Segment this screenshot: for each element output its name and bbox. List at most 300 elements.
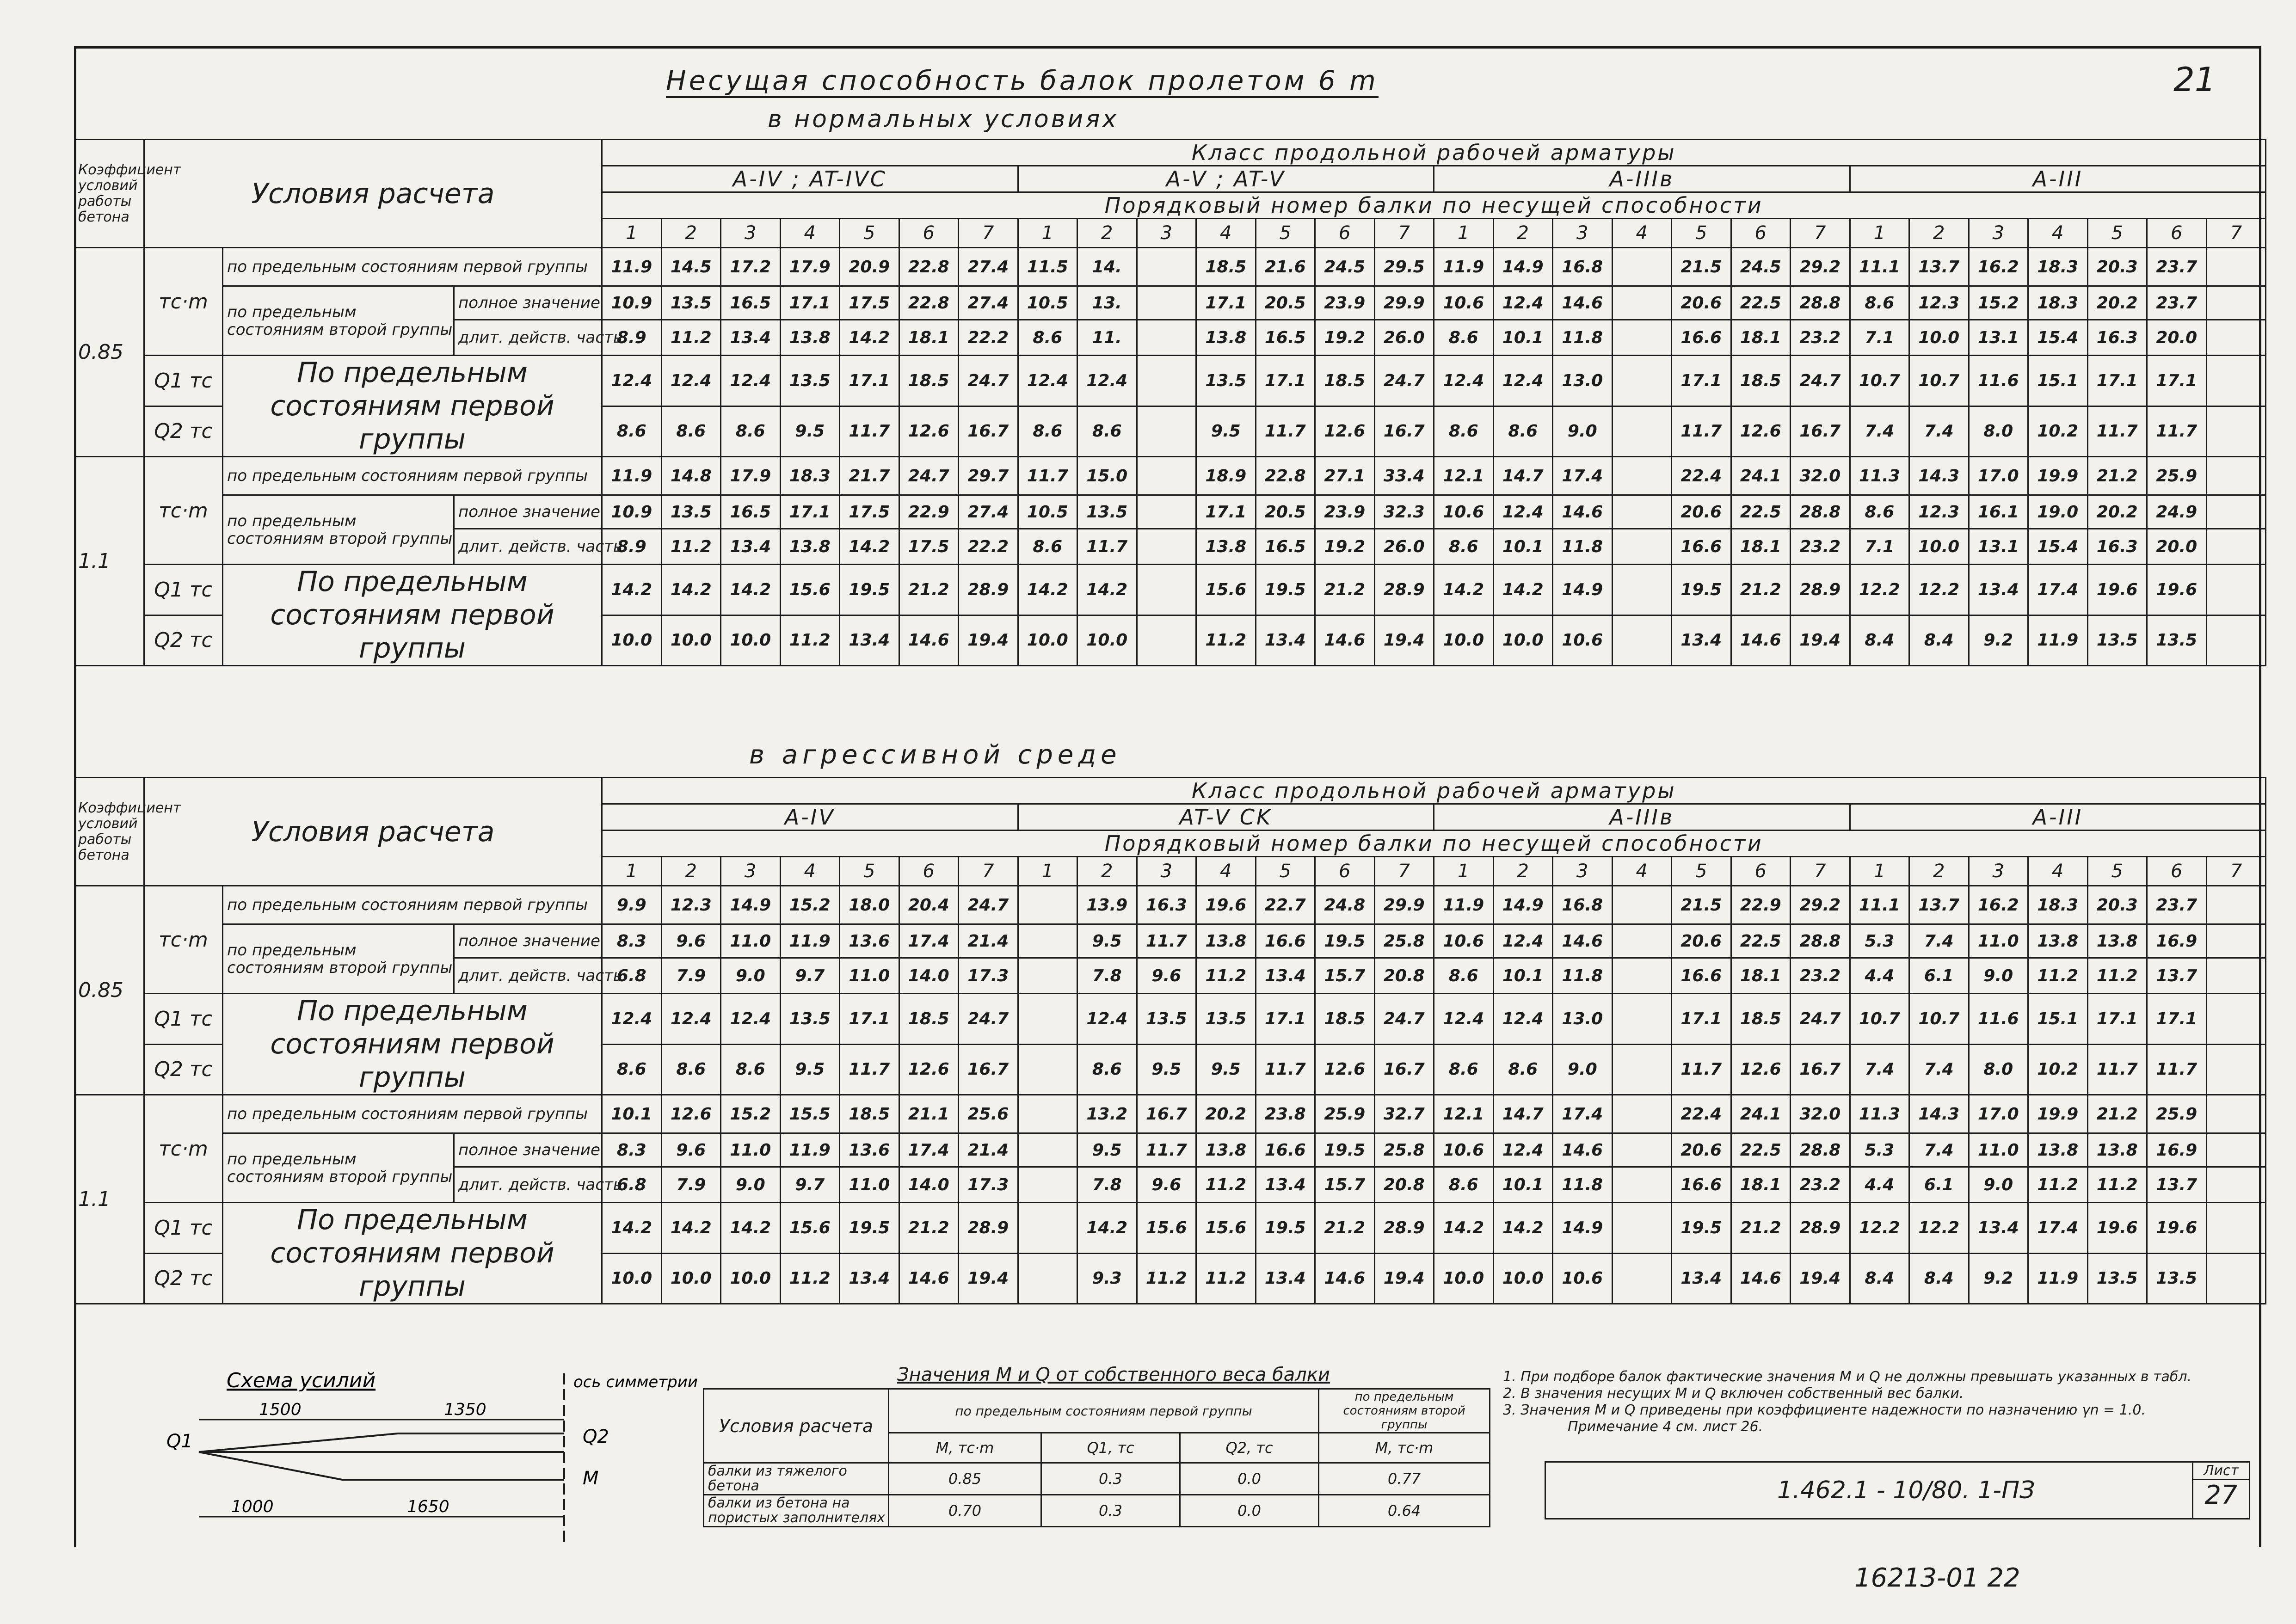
value-cell: 7.9 — [661, 958, 721, 994]
beam-number: 7 — [1374, 857, 1434, 886]
value-cell: 11.8 — [1553, 529, 1613, 565]
value-cell: 12.4 — [1493, 286, 1553, 320]
value-cell: 14.2 — [840, 320, 899, 356]
value-cell: 13.4 — [1672, 615, 1731, 666]
value-cell: 24.5 — [1315, 248, 1375, 286]
value-cell: 17.9 — [780, 248, 840, 286]
q2-symbol: Q2 тс — [144, 1253, 223, 1304]
value-cell: 14.2 — [1434, 565, 1494, 615]
beam-number: 6 — [899, 219, 959, 248]
value-cell: 22.5 — [1731, 924, 1791, 958]
value-cell: 17.3 — [959, 1167, 1018, 1203]
value-cell — [2206, 994, 2266, 1045]
value-cell: 23.7 — [2147, 286, 2207, 320]
value-cell: 10.0 — [721, 615, 781, 666]
value-cell — [2206, 958, 2266, 994]
value-cell: 24.9 — [2147, 495, 2207, 529]
value-cell — [1018, 1044, 1077, 1095]
scheme-title: Схема усилий — [227, 1369, 376, 1392]
value-cell: 9.2 — [1969, 1253, 2028, 1304]
value-cell: 14.6 — [1731, 1253, 1791, 1304]
value-cell: 14.5 — [661, 248, 721, 286]
sw-header-q1: Q1, тс — [1041, 1433, 1180, 1463]
row-label-long: длит. действ. часть — [454, 529, 602, 565]
row-label-first-group: по предельным состояниям первой группы — [223, 457, 602, 495]
value-cell: 16.6 — [1256, 924, 1315, 958]
value-cell: 11.3 — [1850, 457, 1909, 495]
value-cell: 14.6 — [1315, 615, 1375, 666]
value-cell: 9.6 — [1137, 958, 1196, 994]
value-cell — [1612, 356, 1672, 406]
value-cell: 13.5 — [2147, 1253, 2207, 1304]
value-cell: 13.4 — [1969, 1203, 2028, 1254]
value-cell: 22.4 — [1672, 457, 1731, 495]
row-label-first-group: по предельным состояниям первой группы — [223, 886, 602, 924]
value-cell: 12.4 — [661, 356, 721, 406]
value-cell: 10.0 — [1077, 615, 1137, 666]
value-cell: 13.7 — [2147, 958, 2207, 994]
value-cell: 20.5 — [1256, 286, 1315, 320]
value-cell: 13.5 — [1077, 495, 1137, 529]
q1-symbol: Q1 тс — [144, 1203, 223, 1254]
value-cell: 10.0 — [661, 1253, 721, 1304]
value-cell: 11.0 — [721, 1133, 781, 1167]
value-cell — [1612, 1133, 1672, 1167]
value-cell: 12.4 — [1434, 994, 1494, 1045]
beam-number: 4 — [1196, 219, 1256, 248]
value-cell: 8.6 — [1493, 406, 1553, 457]
value-cell: 20.3 — [2087, 886, 2147, 924]
value-cell: 23.2 — [1791, 320, 1850, 356]
value-cell: 16.5 — [1256, 320, 1315, 356]
value-cell: 19.4 — [1374, 615, 1434, 666]
value-cell: 20.8 — [1374, 958, 1434, 994]
value-cell: 15.2 — [1969, 286, 2028, 320]
value-cell: 7.4 — [1850, 406, 1909, 457]
value-cell: 16.6 — [1256, 1133, 1315, 1167]
value-cell: 14.2 — [1493, 1203, 1553, 1254]
value-cell: 11.0 — [1969, 924, 2028, 958]
beam-number: 1 — [1434, 219, 1494, 248]
value-cell: 25.6 — [959, 1095, 1018, 1133]
value-cell: 8.6 — [661, 1044, 721, 1095]
coef-value: 1.1 — [75, 1095, 144, 1304]
value-cell: 9.5 — [1077, 1133, 1137, 1167]
value-cell: 14.0 — [899, 958, 959, 994]
value-cell: 11.7 — [1256, 1044, 1315, 1095]
value-cell: 13.4 — [721, 320, 781, 356]
value-cell: 21.2 — [1731, 565, 1791, 615]
value-cell: 33.4 — [1374, 457, 1434, 495]
value-cell: 22.5 — [1731, 1133, 1791, 1167]
value-cell: 20.6 — [1672, 1133, 1731, 1167]
value-cell: 28.9 — [1374, 1203, 1434, 1254]
section-title-normal: в нормальных условиях — [768, 105, 1119, 133]
value-cell: 13.4 — [721, 529, 781, 565]
beam-number: 2 — [1077, 219, 1137, 248]
beam-number: 7 — [959, 219, 1018, 248]
value-cell: 16.8 — [1553, 886, 1613, 924]
value-cell: 11.9 — [2028, 615, 2088, 666]
row-label-limit-states: По предельным состояниям первой группы — [223, 994, 602, 1095]
value-cell: 14.2 — [661, 1203, 721, 1254]
value-cell: 18.1 — [899, 320, 959, 356]
value-cell: 8.6 — [721, 1044, 781, 1095]
value-cell: 16.7 — [1791, 1044, 1850, 1095]
value-cell — [2206, 924, 2266, 958]
value-cell: 15.6 — [780, 1203, 840, 1254]
value-cell: 21.2 — [899, 1203, 959, 1254]
table-row — [75, 248, 2266, 286]
value-cell: 14.2 — [602, 1203, 662, 1254]
value-cell: 13.5 — [1137, 994, 1196, 1045]
value-cell — [1612, 924, 1672, 958]
value-cell — [1018, 1203, 1077, 1254]
beam-number: 2 — [1909, 219, 1969, 248]
value-cell: 11.7 — [1018, 457, 1077, 495]
value-cell: 10.0 — [1909, 320, 1969, 356]
value-cell — [1137, 356, 1196, 406]
value-cell — [2206, 1203, 2266, 1254]
value-cell: 20.0 — [2147, 320, 2207, 356]
value-cell: 15.1 — [2028, 356, 2088, 406]
value-cell: 11.2 — [1137, 1253, 1196, 1304]
value-cell: 18.5 — [1315, 994, 1375, 1045]
value-cell: 12.4 — [602, 994, 662, 1045]
value-cell: 22.2 — [959, 529, 1018, 565]
value-cell: 19.6 — [2147, 1203, 2207, 1254]
value-cell: 12.2 — [1850, 1203, 1909, 1254]
value-cell: 8.4 — [1909, 615, 1969, 666]
value-cell: 11.1 — [1850, 248, 1909, 286]
value-cell: 8.3 — [602, 1133, 662, 1167]
value-cell: 10.6 — [1434, 924, 1494, 958]
value-cell: 11.2 — [1196, 615, 1256, 666]
value-cell: 11.0 — [840, 958, 899, 994]
sw-header-conditions: Условия расчета — [704, 1389, 889, 1463]
value-cell: 28.9 — [1791, 565, 1850, 615]
value-cell: 11.6 — [1969, 994, 2028, 1045]
sw-row — [704, 1463, 1490, 1495]
q1-symbol: Q1 тс — [144, 565, 223, 615]
beam-number: 1 — [1434, 857, 1494, 886]
beam-number: 5 — [1256, 857, 1315, 886]
value-cell: 14.2 — [1434, 1203, 1494, 1254]
value-cell: 7.4 — [1909, 1133, 1969, 1167]
value-cell: 9.0 — [1553, 406, 1613, 457]
beam-number: 5 — [1672, 857, 1731, 886]
value-cell: 24.7 — [959, 994, 1018, 1045]
symmetry-axis-label: ось симметрии — [573, 1373, 698, 1391]
value-cell: 24.7 — [899, 457, 959, 495]
q2-symbol: Q2 тс — [144, 1044, 223, 1095]
value-cell: 13.4 — [1256, 1253, 1315, 1304]
value-cell: 8.6 — [1018, 406, 1077, 457]
value-cell: 21.4 — [959, 924, 1018, 958]
value-cell — [1612, 457, 1672, 495]
table-row — [75, 994, 2266, 1045]
value-cell: 16.1 — [1969, 495, 2028, 529]
row-label-long: длит. действ. часть — [454, 958, 602, 994]
value-cell: 13.2 — [1077, 1095, 1137, 1133]
value-cell: 10.0 — [602, 615, 662, 666]
value-cell: 18.1 — [1731, 1167, 1791, 1203]
value-cell: 9.0 — [1969, 1167, 2028, 1203]
value-cell — [1612, 495, 1672, 529]
beam-number: 7 — [2206, 857, 2266, 886]
value-cell: 13.4 — [1256, 958, 1315, 994]
value-cell: 11.9 — [780, 1133, 840, 1167]
value-cell: 28.9 — [1374, 565, 1434, 615]
beam-number: 1 — [1018, 219, 1077, 248]
value-cell: 7.1 — [1850, 320, 1909, 356]
value-cell — [1612, 886, 1672, 924]
value-cell — [1018, 1167, 1077, 1203]
value-cell: 13.8 — [1196, 1133, 1256, 1167]
value-cell: 17.9 — [721, 457, 781, 495]
row-label-full: полное значение — [454, 924, 602, 958]
conditions-header: Условия расчета — [144, 140, 602, 248]
value-cell: 11.2 — [661, 320, 721, 356]
value-cell: 29.9 — [1374, 886, 1434, 924]
value-cell: 12.2 — [1850, 565, 1909, 615]
value-cell: 8.6 — [1850, 495, 1909, 529]
value-cell: 12.4 — [1493, 994, 1553, 1045]
value-cell: 20.4 — [899, 886, 959, 924]
beam-number: 6 — [2147, 857, 2207, 886]
value-cell — [2206, 615, 2266, 666]
value-cell: 10.0 — [661, 615, 721, 666]
value-cell: 24.1 — [1731, 457, 1791, 495]
value-cell: 19.0 — [2028, 495, 2088, 529]
value-cell: 14.6 — [1553, 495, 1613, 529]
value-cell: 20.5 — [1256, 495, 1315, 529]
value-cell: 18.5 — [1196, 248, 1256, 286]
beam-number: 7 — [2206, 219, 2266, 248]
beam-number: 4 — [780, 857, 840, 886]
moment-symbol: тс·m — [144, 886, 223, 994]
q1-symbol: Q1 тс — [144, 356, 223, 406]
value-cell: 17.4 — [899, 1133, 959, 1167]
beam-number: 1 — [1018, 857, 1077, 886]
value-cell: 14.3 — [1909, 457, 1969, 495]
value-cell: 21.7 — [840, 457, 899, 495]
value-cell — [1018, 1253, 1077, 1304]
value-cell: 17.5 — [899, 529, 959, 565]
value-cell: 13.6 — [840, 1133, 899, 1167]
beam-number: 6 — [2147, 219, 2207, 248]
value-cell: 22.8 — [899, 286, 959, 320]
value-cell: 10.1 — [1493, 1167, 1553, 1203]
beam-number: 3 — [1137, 219, 1196, 248]
value-cell: 27.4 — [959, 248, 1018, 286]
value-cell: 24.5 — [1731, 248, 1791, 286]
row-label-second-group: по предельным состояниям второй группы — [223, 924, 454, 994]
value-cell: 19.5 — [1256, 565, 1315, 615]
value-cell: 16.9 — [2147, 1133, 2207, 1167]
value-cell: 8.0 — [1969, 406, 2028, 457]
value-cell: 21.2 — [1315, 1203, 1375, 1254]
value-cell: 8.3 — [602, 924, 662, 958]
value-cell: 10.0 — [1434, 1253, 1494, 1304]
beam-number: 4 — [1196, 857, 1256, 886]
value-cell: 20.9 — [840, 248, 899, 286]
value-cell: 20.3 — [2087, 248, 2147, 286]
coef-value: 1.1 — [75, 457, 144, 666]
value-cell: 8.6 — [1434, 529, 1494, 565]
value-cell: 11.5 — [1018, 248, 1077, 286]
value-cell — [1137, 248, 1196, 286]
table-row — [75, 495, 2266, 529]
value-cell: 12.6 — [899, 1044, 959, 1095]
value-cell: 8.6 — [1018, 529, 1077, 565]
value-cell: 9.7 — [780, 958, 840, 994]
value-cell: 13.7 — [1909, 248, 1969, 286]
value-cell: 12.6 — [661, 1095, 721, 1133]
value-cell: 12.4 — [1434, 356, 1494, 406]
value-cell: 18.1 — [1731, 529, 1791, 565]
value-cell: 18.1 — [1731, 320, 1791, 356]
value-cell: 14.9 — [1493, 886, 1553, 924]
section-title-aggressive: в агрессивной среде — [749, 740, 1121, 770]
value-cell: 32.0 — [1791, 457, 1850, 495]
value-cell: 17.5 — [840, 286, 899, 320]
table-row — [75, 924, 2266, 958]
value-cell: 11.7 — [2087, 1044, 2147, 1095]
value-cell — [1612, 958, 1672, 994]
value-cell: 13.5 — [2087, 615, 2147, 666]
row-label-limit-states: По предельным состояниям первой группы — [223, 1203, 602, 1304]
value-cell — [2206, 457, 2266, 495]
value-cell: 12.6 — [1315, 406, 1375, 457]
label-q2: Q2 — [583, 1426, 609, 1447]
value-cell: 26.0 — [1374, 320, 1434, 356]
value-cell: 17.1 — [2147, 994, 2207, 1045]
coef-value: 0.85 — [75, 248, 144, 457]
value-cell: 17.1 — [840, 994, 899, 1045]
value-cell: 12.3 — [1909, 286, 1969, 320]
ordinal-header: Порядковый номер балки по несущей способности — [602, 192, 2266, 219]
value-cell: 16.6 — [1672, 958, 1731, 994]
value-cell: 19.4 — [959, 1253, 1018, 1304]
value-cell: 11.1 — [1850, 886, 1909, 924]
header-row — [75, 778, 2266, 804]
beam-number: 7 — [1374, 219, 1434, 248]
value-cell: 24.7 — [1791, 994, 1850, 1045]
value-cell: 12.4 — [661, 994, 721, 1045]
value-cell — [1137, 457, 1196, 495]
value-cell: 14.2 — [1018, 565, 1077, 615]
value-cell: 16.7 — [959, 1044, 1018, 1095]
value-cell: 11.7 — [1137, 1133, 1196, 1167]
value-cell: 17.2 — [721, 248, 781, 286]
value-cell: 19.9 — [2028, 457, 2088, 495]
value-cell: 15.4 — [2028, 320, 2088, 356]
value-cell: 23.2 — [1791, 1167, 1850, 1203]
beam-number: 6 — [1731, 219, 1791, 248]
value-cell: 11.7 — [2147, 406, 2207, 457]
value-cell: 16.2 — [1969, 248, 2028, 286]
value-cell: 12.4 — [1077, 356, 1137, 406]
value-cell — [1612, 286, 1672, 320]
title-block — [1545, 1461, 2250, 1519]
beam-number: 1 — [1850, 857, 1909, 886]
value-cell: 17.1 — [1196, 286, 1256, 320]
value-cell: 14.2 — [1077, 565, 1137, 615]
value-cell — [2206, 406, 2266, 457]
dim-1650: 1650 — [407, 1497, 449, 1516]
beam-number: 3 — [1553, 219, 1613, 248]
value-cell: 9.5 — [1196, 406, 1256, 457]
beam-number: 2 — [661, 219, 721, 248]
value-cell: 9.7 — [780, 1167, 840, 1203]
value-cell: 17.1 — [840, 356, 899, 406]
beam-number: 1 — [602, 219, 662, 248]
value-cell: 16.6 — [1672, 529, 1731, 565]
value-cell: 15.2 — [721, 1095, 781, 1133]
beam-number: 7 — [959, 857, 1018, 886]
value-cell: 10.0 — [1434, 615, 1494, 666]
value-cell: 9.5 — [1077, 924, 1137, 958]
document-code: 1.462.1 - 10/80. 1-ПЗ — [1777, 1476, 2035, 1504]
value-cell: 13.7 — [2147, 1167, 2207, 1203]
value-cell: 13.5 — [2147, 615, 2207, 666]
value-cell: 16.6 — [1672, 1167, 1731, 1203]
value-cell: 11.2 — [1196, 1167, 1256, 1203]
beam-number: 2 — [661, 857, 721, 886]
value-cell: 17.4 — [1553, 1095, 1613, 1133]
value-cell: 9.0 — [721, 1167, 781, 1203]
rebar-class: A-III — [1850, 166, 2266, 192]
value-cell: 10.6 — [1553, 615, 1613, 666]
value-cell: 13.4 — [1256, 615, 1315, 666]
value-cell: 11.7 — [1672, 406, 1731, 457]
value-cell: 17.1 — [2087, 994, 2147, 1045]
beam-number: 4 — [2028, 219, 2088, 248]
value-cell: 9.0 — [1969, 958, 2028, 994]
beam-number: 5 — [1672, 219, 1731, 248]
value-cell: 16.5 — [721, 495, 781, 529]
value-cell: 11.2 — [1196, 1253, 1256, 1304]
value-cell: 11.9 — [1434, 886, 1494, 924]
beam-number: 6 — [1315, 857, 1375, 886]
value-cell — [1137, 406, 1196, 457]
value-cell: 18.5 — [1731, 356, 1791, 406]
value-cell: 23.2 — [1791, 958, 1850, 994]
value-cell: 14.2 — [721, 1203, 781, 1254]
sw-q2: 0.0 — [1180, 1495, 1319, 1527]
sheet-label: Лист — [2193, 1463, 2249, 1480]
sheet-number: 21 — [2173, 60, 2216, 99]
value-cell: 15.4 — [2028, 529, 2088, 565]
value-cell: 23.9 — [1315, 286, 1375, 320]
value-cell: 25.9 — [2147, 1095, 2207, 1133]
value-cell: 13.8 — [1196, 320, 1256, 356]
value-cell: 8.6 — [661, 406, 721, 457]
value-cell: 17.1 — [1256, 994, 1315, 1045]
value-cell: 18.3 — [2028, 286, 2088, 320]
value-cell: 6.1 — [1909, 958, 1969, 994]
value-cell: 7.1 — [1850, 529, 1909, 565]
value-cell: 27.4 — [959, 495, 1018, 529]
value-cell: 14.8 — [661, 457, 721, 495]
value-cell: 13.7 — [1909, 886, 1969, 924]
value-cell: 20.6 — [1672, 286, 1731, 320]
value-cell: 9.6 — [1137, 1167, 1196, 1203]
value-cell: 13.5 — [780, 994, 840, 1045]
value-cell: 12.1 — [1434, 1095, 1494, 1133]
sw-header-second: по предельным состояниям второй группы — [1319, 1389, 1490, 1433]
